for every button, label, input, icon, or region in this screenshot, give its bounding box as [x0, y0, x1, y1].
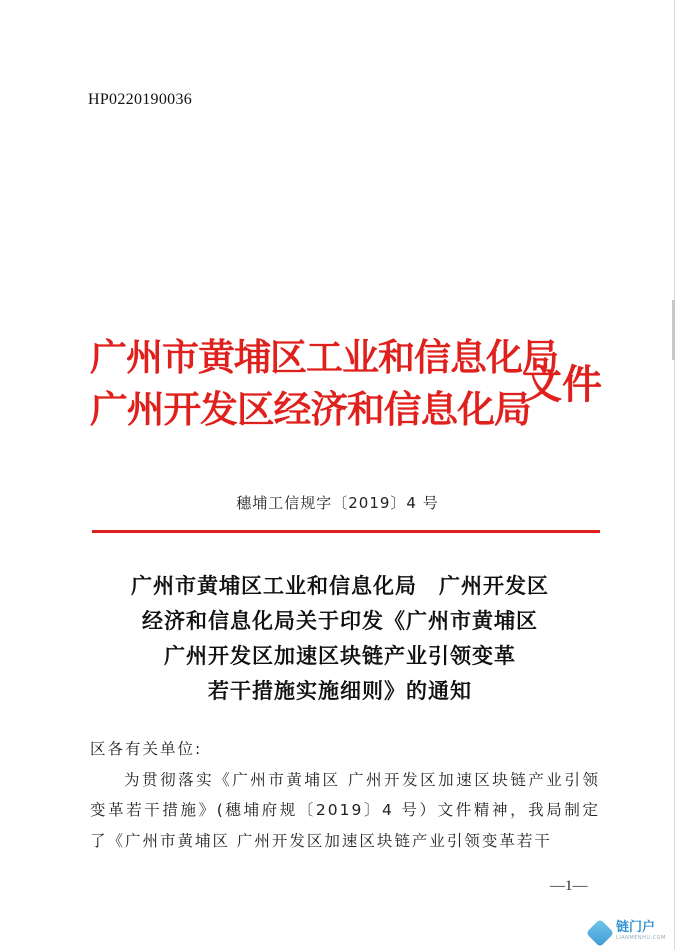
title-line: 经济和信息化局关于印发《广州市黄埔区 — [142, 609, 538, 633]
issue-number: 穗埔工信规字〔2019〕4 号 — [236, 494, 439, 512]
document-body — [90, 734, 600, 856]
document-code: HP0220190036 — [88, 91, 193, 108]
watermark-logo — [590, 920, 666, 946]
body-paragraph: 为贯彻落实《广州市黄埔区 广州开发区加速区块链产业引领变革若干措施》(穗埔府规〔2019〕4 号）文件精神，我局制定了《广州市黄埔区 广州开发区加速区块链产业引领变革若干 — [90, 770, 600, 850]
red-masthead — [90, 333, 610, 443]
masthead-line-1: 广州市黄埔区工业和信息化局 — [90, 335, 558, 379]
title-line: 若干措施实施细则》的通知 — [208, 679, 472, 703]
watermark-name: 链门户 — [616, 920, 656, 935]
masthead-suffix: 文件 — [522, 361, 602, 408]
title-line: 广州开发区加速区块链产业引领变革 — [164, 644, 516, 668]
masthead-line-2: 广州开发区经济和信息化局 — [90, 387, 531, 431]
page-number: —1— — [550, 878, 588, 894]
watermark-site: LIANMENHU.COM — [616, 935, 666, 941]
salutation: 区各有关单位: — [90, 740, 203, 758]
red-divider-line — [92, 530, 600, 533]
title-line: 广州市黄埔区工业和信息化局 广州开发区 — [131, 574, 549, 598]
chain-logo-icon — [586, 919, 614, 947]
document-title — [60, 569, 620, 709]
